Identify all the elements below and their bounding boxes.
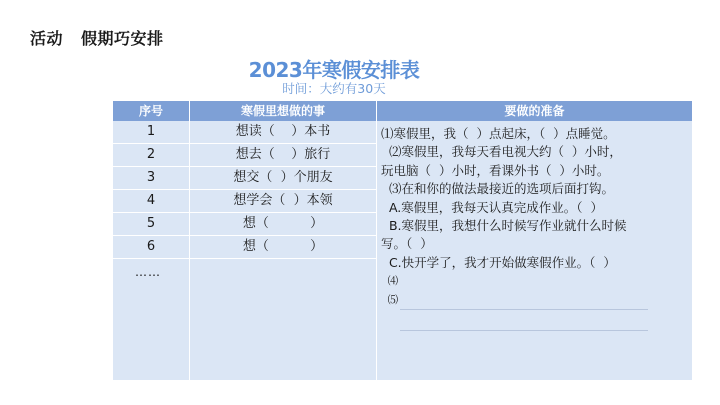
activity-label: 活动: [30, 29, 64, 48]
table-subtitle: 时间：大约有30天: [282, 81, 386, 96]
row-item: 想去（ ）旅行: [235, 147, 331, 162]
activity-heading: [30, 26, 164, 49]
activity-title: 假期巧安排: [81, 29, 164, 48]
prep-line: ⑶在和你的做法最接近的选项后面打钩。: [381, 181, 614, 197]
prep-line: B.寒假里，我想什么时候写作业就什么时候: [381, 218, 627, 234]
row-number: 5: [146, 216, 156, 231]
header-num: 序号: [113, 101, 189, 121]
row-number: 1: [146, 124, 156, 139]
row-number: 4: [146, 193, 156, 208]
table-row: [113, 144, 376, 167]
prep-line: ⑷: [381, 275, 399, 288]
prep-line: ⑵寒假里，我每天看电视大约（ ）小时，: [381, 144, 622, 160]
row-item: 想交（ ）个朋友: [233, 170, 333, 185]
prep-line: ⑴寒假里，我（ ）点起床，（ ）点睡觉。: [381, 126, 616, 141]
row-item: 想（ ）: [242, 216, 324, 231]
prep-line: C.快开学了，我才开始做寒假作业。（ ）: [381, 254, 616, 270]
table-row: [113, 190, 376, 213]
row-number: 6: [146, 239, 156, 254]
table-row: [113, 167, 376, 190]
table-row: [113, 213, 376, 236]
more-rows-ellipsis: ……: [135, 265, 161, 279]
row-number: 3: [146, 170, 156, 185]
writing-line: [400, 309, 648, 310]
row-item: 想读（ ）本书: [235, 124, 331, 139]
table-title: 2023年寒假安排表: [248, 58, 420, 82]
table-row: [113, 121, 376, 144]
row-number: 2: [146, 147, 156, 162]
prep-line: 写。（ ）: [381, 236, 433, 252]
header-prep: 要做的准备: [377, 101, 692, 121]
table-row: [113, 236, 376, 259]
row-item: 想学会（ ）本领: [233, 193, 333, 208]
prep-line: 玩电脑（ ）小时，看课外书（ ）小时。: [381, 162, 610, 178]
header-things: 寒假里想做的事: [190, 101, 376, 121]
writing-line: [400, 330, 648, 331]
schedule-table: [113, 101, 692, 380]
prep-line: A.寒假里，我每天认真完成作业。（ ）: [381, 199, 603, 215]
row-item: 想（ ）: [242, 239, 324, 254]
prep-line: ⑸: [381, 293, 399, 306]
preparation-list: [381, 125, 686, 309]
column-divider: [376, 101, 377, 380]
